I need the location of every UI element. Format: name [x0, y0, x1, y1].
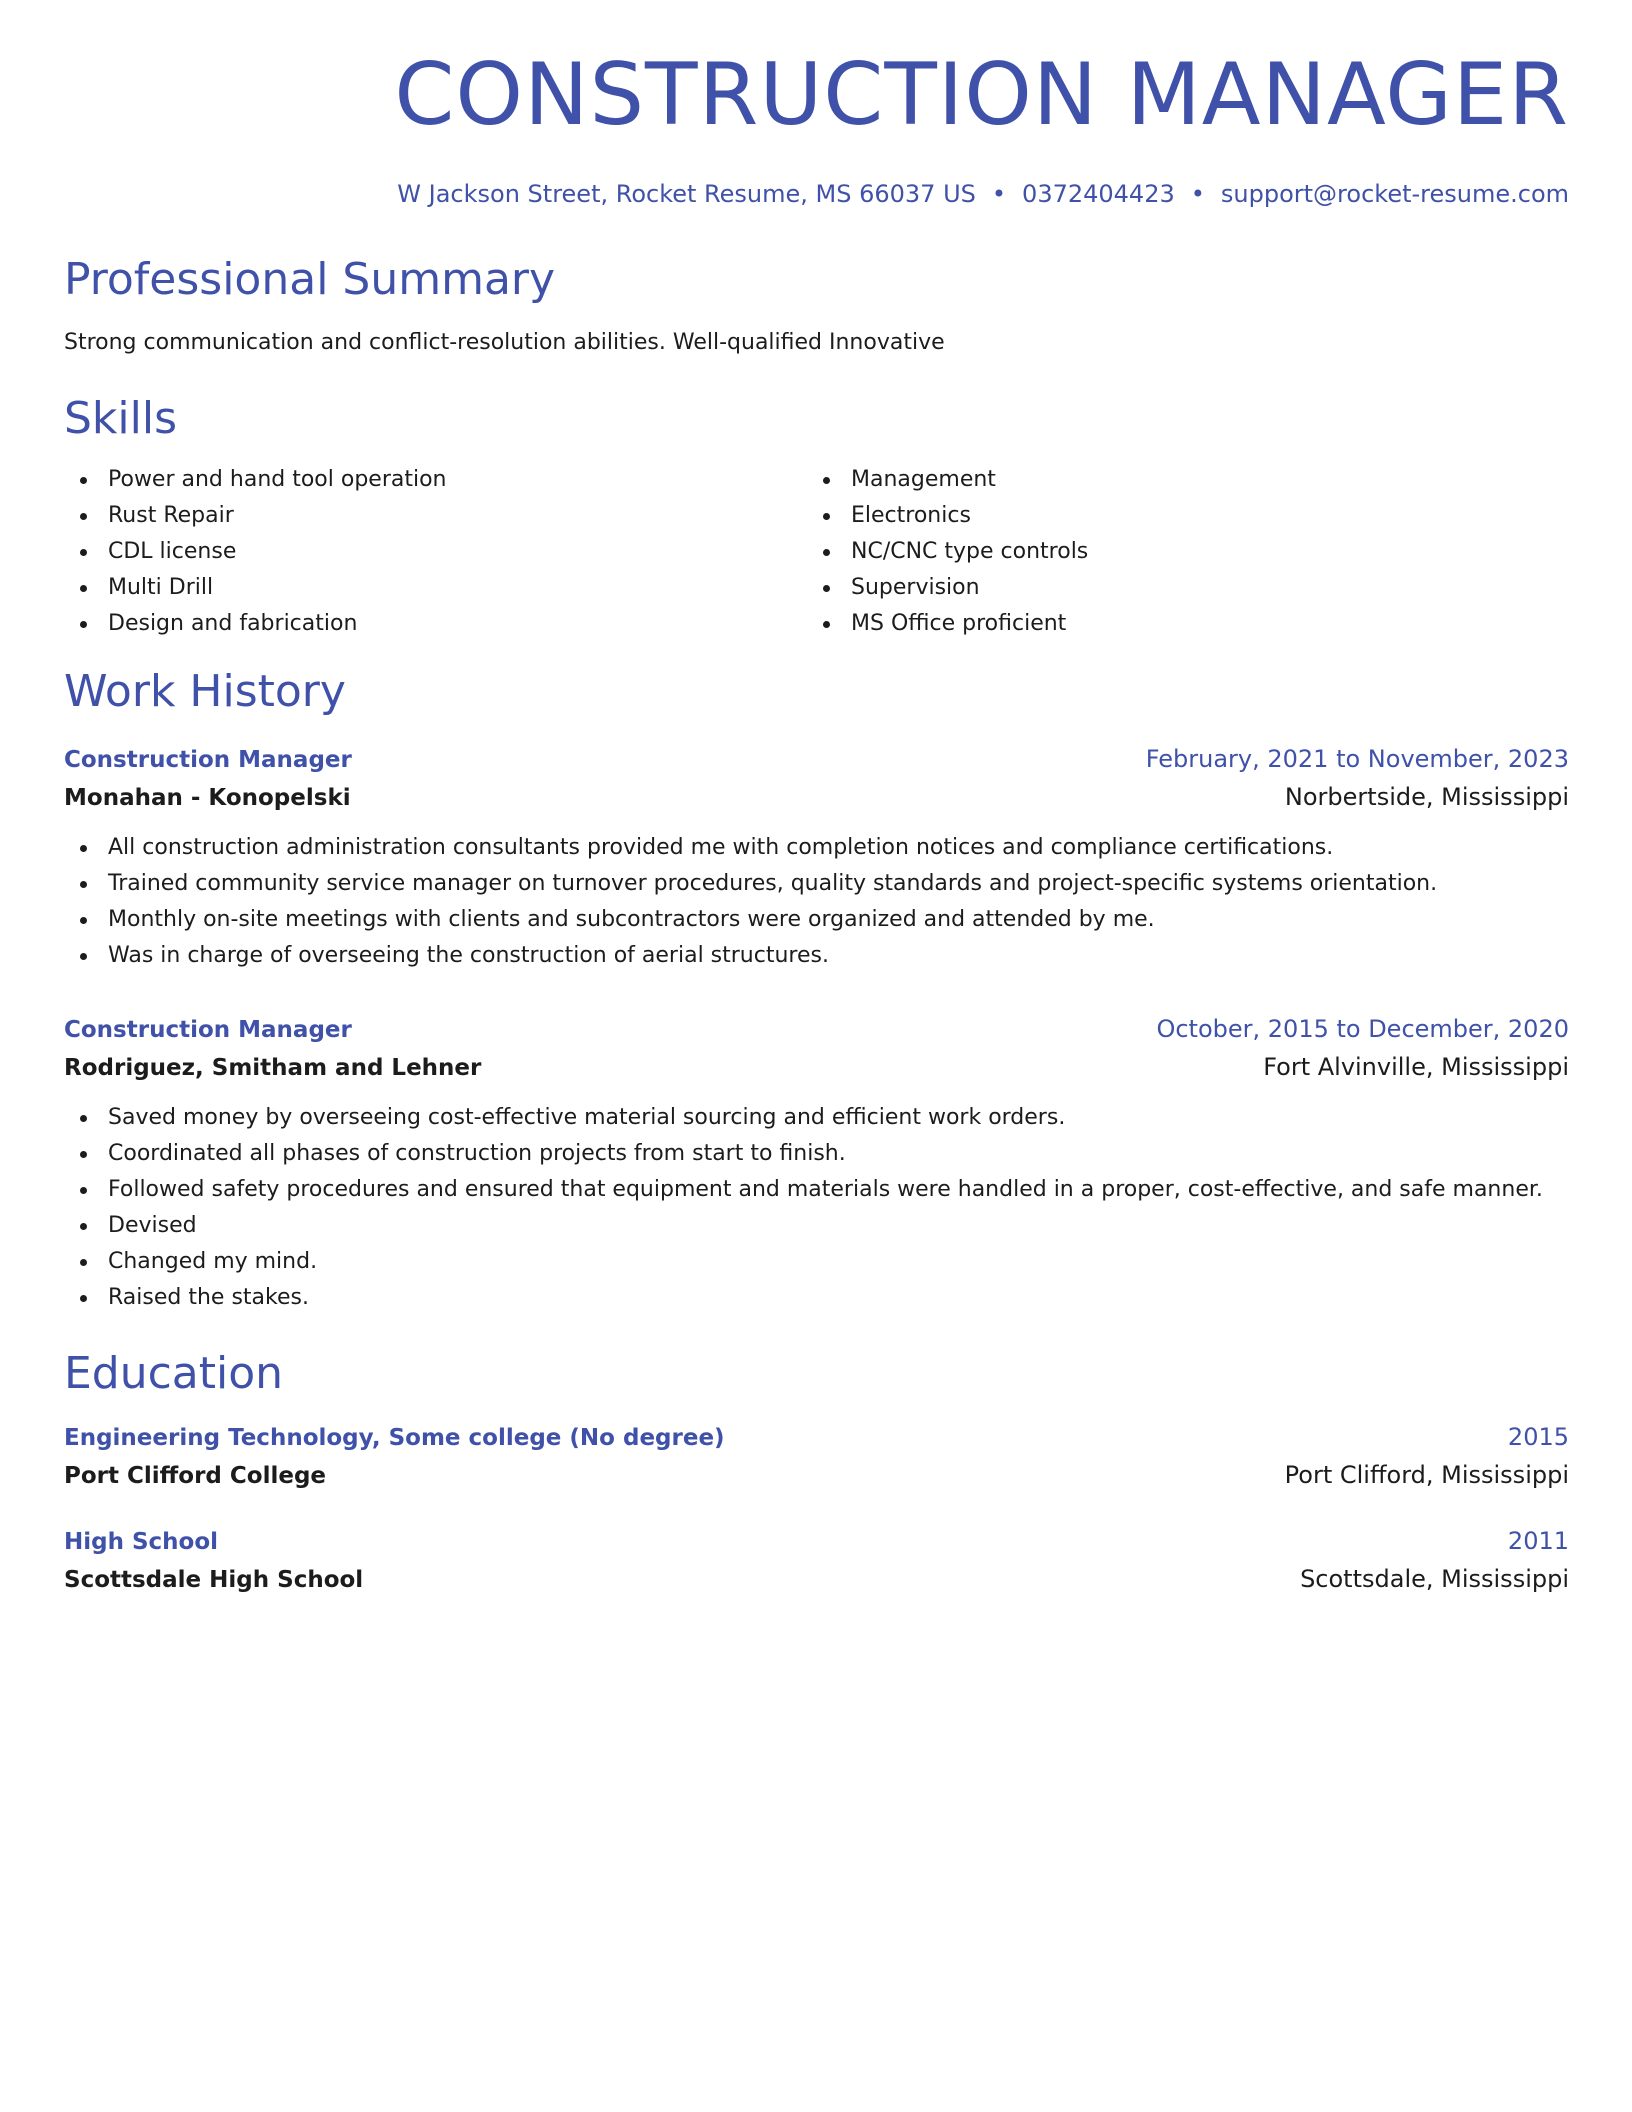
job-entry: [64, 1012, 1569, 1316]
job-bullet: Coordinated all phases of construction projects from start to finish.: [64, 1136, 1569, 1172]
job-bullet: Changed my mind.: [64, 1244, 1569, 1280]
job-entry: [64, 742, 1569, 974]
skill-item: Multi Drill: [64, 570, 807, 606]
candidate-title: CONSTRUCTION MANAGER: [394, 45, 1569, 145]
education-school: Port Clifford College: [64, 1463, 327, 1490]
job-bullet: Raised the stakes.: [64, 1280, 1569, 1316]
job-bullet: Trained community service manager on turnover procedures, quality standards and project-specific systems orientation.: [64, 866, 1569, 902]
education-location: Scottsdale, Mississippi: [1300, 1565, 1569, 1594]
job-bullets: [64, 830, 1569, 974]
skills-heading: Skills: [64, 393, 178, 445]
job-bullet: Monthly on-site meetings with clients and subcontractors were organized and attended by me.: [64, 902, 1569, 938]
job-header-row: [64, 742, 1569, 777]
job-bullets: [64, 1100, 1569, 1316]
summary-section: [64, 256, 1569, 359]
contact-separator: •: [1190, 180, 1205, 208]
skill-item: MS Office proficient: [807, 606, 1550, 642]
skills-list-right: [807, 462, 1550, 642]
education-school-row: [64, 1455, 1569, 1496]
education-heading: Education: [64, 1347, 284, 1399]
contact-address: W Jackson Street, Rocket Resume, MS 66037 US: [397, 180, 976, 208]
job-location: Fort Alvinville, Mississippi: [1263, 1052, 1569, 1081]
education-entry: [64, 1420, 1569, 1496]
summary-heading: Professional Summary: [64, 254, 556, 305]
skills-list-left: [64, 462, 807, 642]
skills-columns: [64, 462, 1569, 642]
contact-phone: 0372404423: [1022, 180, 1175, 208]
job-company-row: [64, 777, 1569, 818]
contact-separator: •: [991, 180, 1007, 208]
skill-item: Power and hand tool operation: [64, 462, 807, 498]
contact-email: support@rocket-resume.com: [1220, 180, 1569, 208]
job-bullet: All construction administration consultants provided me with completion notices and compliance certifications.: [64, 830, 1569, 866]
education-location: Port Clifford, Mississippi: [1284, 1461, 1569, 1490]
job-bullet: Saved money by overseeing cost-effective material sourcing and efficient work orders.: [64, 1100, 1569, 1136]
job-role: Construction Manager: [64, 746, 352, 773]
job-bullet: Devised: [64, 1208, 1569, 1244]
contact-line: [64, 180, 1569, 208]
work-history-heading: Work History: [64, 665, 346, 717]
job-company-row: [64, 1047, 1569, 1088]
skill-item: Design and fabrication: [64, 606, 807, 642]
job-bullet: Followed safety procedures and ensured that equipment and materials were handled in a proper, cost-effective, and safe manner.: [64, 1172, 1569, 1208]
education-year: 2011: [1507, 1527, 1569, 1556]
skill-item: CDL license: [64, 534, 807, 570]
skills-section: [64, 395, 1569, 641]
skill-item: Rust Repair: [64, 498, 807, 534]
education-entry: [64, 1524, 1569, 1600]
job-header-row: [64, 1012, 1569, 1047]
job-company: Monahan - Konopelski: [64, 784, 351, 811]
job-company: Rodriguez, Smitham and Lehner: [64, 1054, 482, 1081]
education-header-row: [64, 1420, 1569, 1455]
skill-item: Management: [807, 462, 1550, 498]
education-year: 2015: [1507, 1423, 1569, 1452]
job-dates: February, 2021 to November, 2023: [1145, 744, 1569, 773]
work-history-section: [64, 665, 1569, 1316]
education-school: Scottsdale High School: [64, 1567, 364, 1594]
education-header-row: [64, 1524, 1569, 1559]
job-dates: October, 2015 to December, 2020: [1156, 1014, 1569, 1043]
education-section: [64, 1347, 1569, 1600]
skill-item: Electronics: [807, 498, 1550, 534]
resume-page: [64, 0, 1569, 1600]
education-school-row: [64, 1559, 1569, 1600]
skill-item: NC/CNC type controls: [807, 534, 1550, 570]
education-degree: Engineering Technology, Some college (No degree): [64, 1425, 725, 1452]
job-role: Construction Manager: [64, 1016, 352, 1043]
job-location: Norbertside, Mississippi: [1284, 782, 1569, 811]
summary-text: Strong communication and conflict-resolution abilities. Well-qualified Innovative: [64, 330, 945, 356]
education-degree: High School: [64, 1529, 219, 1556]
resume-header: [64, 0, 1569, 208]
job-bullet: Was in charge of overseeing the construction of aerial structures.: [64, 938, 1569, 974]
skill-item: Supervision: [807, 570, 1550, 606]
